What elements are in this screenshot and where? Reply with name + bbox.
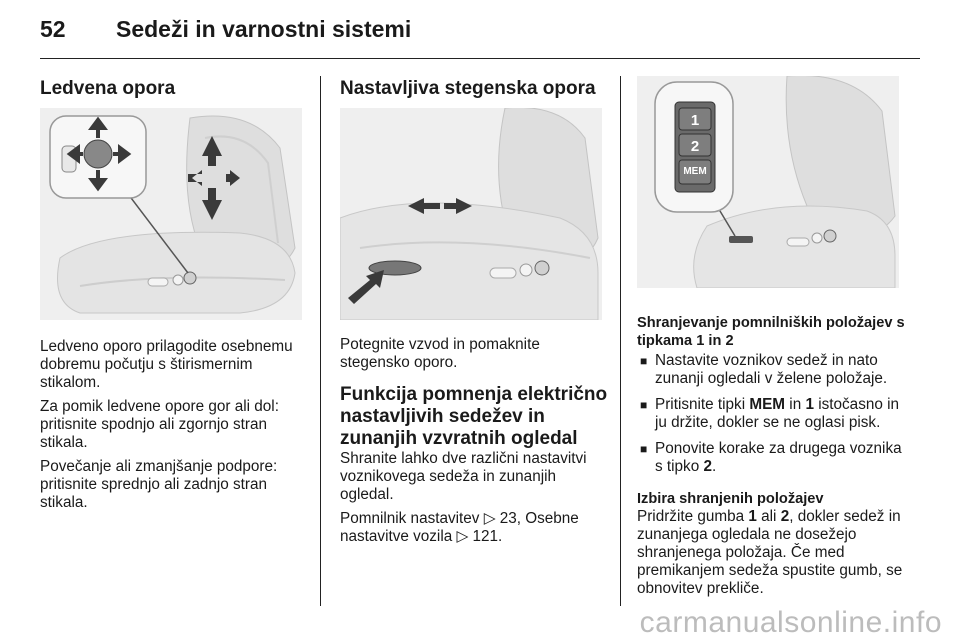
text: , dokler sedež in zunanjega ogledala ne dosežejo shranjenega položaja. Če med premikanjem sedeža spustite gumb, se obnovitev prekliče. — [637, 508, 903, 597]
page-ref-link[interactable]: 121. — [472, 528, 503, 545]
bullet-icon: ■ — [640, 354, 648, 368]
memory-buttons-illustration — [637, 76, 899, 288]
header-divider — [40, 58, 920, 59]
page-number: 52 — [40, 16, 66, 42]
paragraph: Za pomik ledvene opore gor ali dol: pritisnite spodnjo ali zgornjo stran stikala. — [40, 398, 279, 451]
page-title: Sedeži in varnostni sistemi — [116, 16, 412, 42]
text: 1 — [748, 508, 757, 525]
text: Pridržite gumba — [637, 508, 749, 525]
text: Nastavite voznikov sedež in nato zunanji ogledali v želene položaje. — [655, 352, 888, 387]
page-ref-icon: ▷ — [483, 510, 496, 527]
text: 2 — [725, 333, 734, 349]
paragraph-refs — [340, 510, 608, 546]
list-item — [637, 352, 907, 388]
text: in — [785, 396, 806, 413]
section-heading-thigh: Nastavljiva stegenska opora — [340, 78, 596, 99]
bullet-icon: ■ — [640, 442, 648, 456]
page-header — [0, 0, 960, 58]
list-item — [637, 440, 907, 476]
memory-button-2-label: 2 — [690, 138, 700, 155]
steps-list — [637, 352, 907, 476]
text: Shranjevanje pomnilniških položajev s tipkama — [637, 315, 905, 349]
paragraph: Potegnite vzvod in pomaknite stegensko oporo. — [340, 336, 540, 371]
text: 2 — [780, 508, 790, 525]
column-thigh — [340, 78, 608, 552]
paragraph — [637, 508, 907, 598]
text: Ponovite korake za drugega voznika s tipko — [655, 440, 902, 475]
column-memory — [637, 76, 907, 604]
list-item — [637, 396, 907, 432]
page-ref-link[interactable]: 23 — [499, 510, 517, 527]
subheading-recall: Izbira shranjenih položajev — [637, 491, 824, 507]
column-divider-2 — [620, 76, 621, 606]
text: Pomnilnik nastavitev — [340, 510, 480, 527]
text: in — [704, 333, 726, 349]
lumbar-switch-illustration — [40, 108, 302, 320]
text: , Osebne nastavitve vozila — [340, 510, 579, 545]
section-heading-lumbar: Ledvena opora — [40, 78, 176, 99]
memory-button-mem-label: MEM — [683, 166, 707, 177]
column-divider-1 — [320, 76, 321, 606]
section-heading-memory: Funkcija pomnenja električno nastavljivih sedežev in zunanjih vzvratnih ogledal — [340, 384, 608, 449]
paragraph: Ledveno oporo prilagodite osebnemu dobremu počutju s štirismernim stikalom. — [40, 338, 293, 391]
subheading-store — [637, 314, 907, 350]
lumbar-text — [40, 338, 308, 512]
column-lumbar — [40, 78, 308, 518]
watermark: carmanualsonline.info — [639, 606, 942, 639]
text: istočasno in ju držite, dokler se ne oglasi pisk. — [655, 396, 900, 431]
memory-text — [637, 314, 907, 598]
text: ali — [756, 508, 781, 525]
text: 2 — [703, 458, 712, 475]
text: . — [711, 458, 717, 475]
page-ref-icon: ▷ — [456, 528, 469, 545]
text: Pritisnite tipki — [655, 396, 750, 413]
thigh-text — [340, 336, 608, 372]
text: 1 — [696, 333, 705, 349]
text: MEM — [749, 396, 786, 413]
bullet-icon: ■ — [640, 398, 648, 412]
memory-button-1-label: 1 — [690, 112, 700, 129]
paragraph: Povečanje ali zmanjšanje podpore: pritisnite sprednjo ali zadnjo stran stikala. — [40, 458, 278, 511]
text: 1 — [805, 396, 814, 413]
thigh-support-illustration — [340, 108, 602, 320]
paragraph: Shranite lahko dve različni nastavitvi voznikovega sedeža in zunanjih ogledal. — [340, 450, 587, 503]
